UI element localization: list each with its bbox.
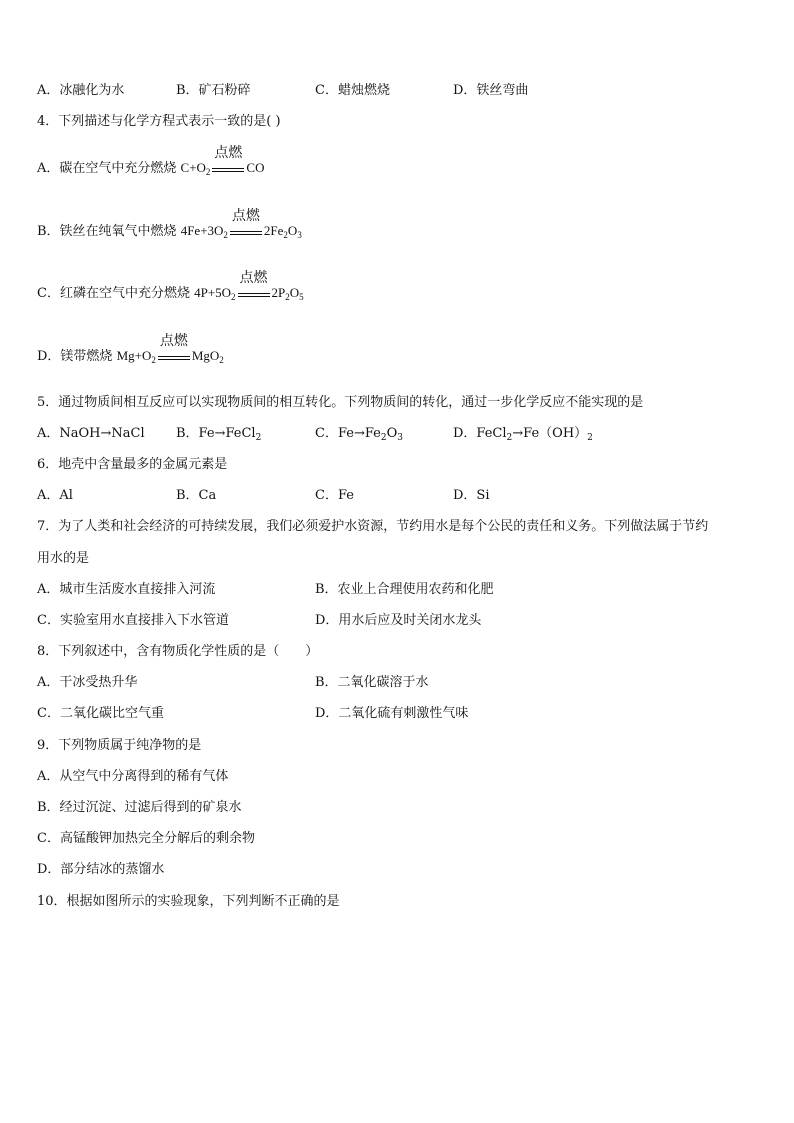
q4-d-lhs: $Mg+O_2$ [116, 348, 156, 365]
q4-option-a-text: A．碳在空气中充分燃烧 [37, 161, 181, 176]
q5-option-c: C．$Fe\to Fe_2O_3$ [315, 426, 403, 443]
q9-option-b: B．经过沉淀、过滤后得到的矿泉水 [37, 800, 242, 815]
q4-a-rhs: CO [246, 160, 265, 175]
q4-option-d [37, 333, 224, 366]
q5-option-b: B．Fe→FeCl$_2$ [176, 426, 262, 443]
reaction-condition-sign: 点燃 [211, 160, 245, 178]
q4-option-b [37, 208, 302, 241]
q7-option-c: C．实验室用水直接排入下水管道 [37, 613, 229, 628]
q3-option-c: C．蜡烛燃烧 [315, 83, 390, 98]
q3-option-d: D．铁丝弯曲 [453, 83, 529, 98]
q9-option-d: D．部分结冰的蒸馏水 [37, 862, 165, 877]
q9-option-a: A．从空气中分离得到的稀有气体 [37, 769, 229, 784]
q7-option-d: D．用水后应及时关闭水龙头 [315, 613, 482, 628]
reaction-condition-sign: 点燃 [157, 348, 191, 366]
q4-option-b-text: B．铁丝在纯氧气中燃烧 [37, 224, 181, 239]
q5-option-d: D．$FeCl_2\to Fe(OH)_2$ [453, 426, 593, 443]
q4-stem: 4．下列描述与化学方程式表示一致的是( ) [37, 114, 281, 129]
q9-stem: 9．下列物质属于纯净物的是 [37, 738, 202, 753]
q4-b-lhs: $4Fe+3O_2$ [180, 223, 228, 240]
q3-option-b: B．矿石粉碎 [176, 83, 251, 98]
q6-option-a: A．Al [37, 488, 73, 503]
q4-option-c-text: C．红磷在空气中充分燃烧 [37, 286, 195, 301]
reaction-condition-sign: 点燃 [229, 223, 263, 241]
q6-option-c: C．Fe [315, 488, 354, 503]
q4-option-d-text: D．镁带燃烧 [37, 349, 117, 364]
q4-d-rhs: MgO$_2$ [191, 348, 224, 365]
q7-option-a: A．城市生活废水直接排入河流 [37, 582, 216, 597]
q4-option-c [37, 270, 304, 303]
reaction-condition-sign: 点燃 [237, 285, 271, 303]
q9-option-c: C．高锰酸钾加热完全分解后的剩余物 [37, 831, 255, 846]
q8-option-c: C．二氧化碳比空气重 [37, 706, 164, 721]
q8-option-d: D．二氧化硫有刺激性气味 [315, 706, 469, 721]
q10-stem: 10．根据如图所示的实验现象，下列判断不正确的是 [37, 894, 340, 909]
q7-stem-line-2: 用水的是 [37, 551, 90, 566]
q4-c-rhs: $2P_2O_5$ [271, 285, 304, 302]
q4-b-rhs: $2Fe_2O_3$ [263, 223, 302, 240]
q8-stem: 8．下列叙述中，含有物质化学性质的是（ ） [37, 644, 319, 659]
q4-c-lhs: $4P+5O_2$ [194, 285, 236, 302]
q4-a-lhs: $C+O_2$ [180, 160, 211, 177]
q5-stem: 5．通过物质间相互反应可以实现物质间的相互转化。下列物质间的转化，通过一步化学反应不能实现的是 [37, 395, 644, 410]
q6-stem: 6．地壳中含量最多的金属元素是 [37, 457, 228, 472]
q4-option-a [37, 145, 265, 178]
q5-option-a: A．NaOH→NaCl [37, 426, 145, 441]
q3-option-a: A．冰融化为水 [37, 83, 125, 98]
q7-option-b: B．农业上合理使用农药和化肥 [315, 582, 494, 597]
q7-stem-line-1: 7．为了人类和社会经济的可持续发展，我们必须爱护水资源，节约用水是每个公民的责任和义务。下列做法属于节约 [37, 519, 709, 534]
q8-option-b: B．二氧化碳溶于水 [315, 675, 429, 690]
q8-option-a: A．干冰受热升华 [37, 675, 138, 690]
q6-option-d: D．Si [453, 488, 490, 503]
q6-option-b: B．Ca [176, 488, 217, 503]
